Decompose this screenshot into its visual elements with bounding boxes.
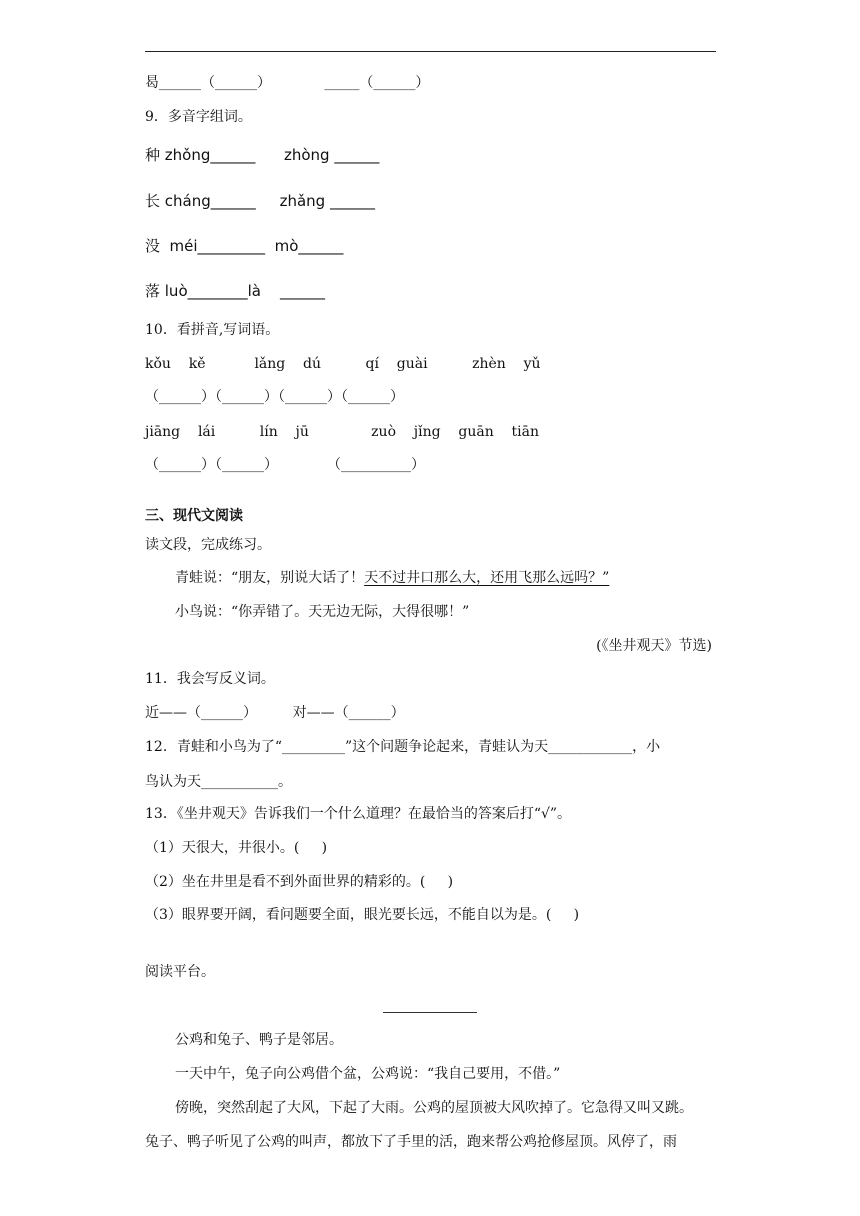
story-paragraph-1: 公鸡和兔子、鸭子是邻居。 [175, 1032, 343, 1048]
frog-quote-underlined: 天不过井口那么大，还用飞那么远吗？” [364, 570, 610, 586]
frog-quote [175, 569, 609, 587]
q10-pinyin-row-2: jiāng lái lín jū zuò jǐng guān tiān [145, 424, 540, 440]
story-paragraph-3a: 傍晚，突然刮起了大风，下起了大雨。公鸡的屋顶被大风吹掉了。它急得又叫又跳。 [175, 1100, 693, 1116]
story-title-blank [0, 998, 860, 1018]
q13-option-3: （3）眼界要开阔，看问题要全面，眼光要长远，不能自以为是。( ) [145, 907, 580, 923]
q13-option-1: （1）天很大，井很小。( ) [145, 840, 328, 856]
q11-answer-line: 近——（______） 对——（______） [145, 705, 405, 721]
q10-pinyin-row-1: kǒu kě lǎng dú qí guài zhèn yǔ [145, 356, 541, 372]
q12-line-1: 12．青蛙和小鸟为了“_________”这个问题争论起来，青蛙认为天____________，小 [145, 739, 661, 755]
bird-quote: 小鸟说：“你弄错了。天无边无际，大得很哪！” [175, 604, 470, 620]
reading-title: 阅读平台。 [145, 964, 215, 980]
story-paragraph-3b: 兔子、鸭子听见了公鸡的叫声，都放下了手里的活，跑来帮公鸡抢修屋顶。风停了，雨 [145, 1134, 677, 1150]
header-rule [145, 51, 716, 52]
q9-row-mei: 没 méi_________ mò______ [145, 237, 344, 255]
q9-title: 9．多音字组词。 [145, 109, 252, 125]
q10-title: 10．看拼音,写词语。 [145, 322, 280, 338]
q13-option-2: （2）坐在井里是看不到外面世界的精彩的。( ) [145, 874, 454, 890]
section-instruction: 读文段，完成练习。 [145, 537, 271, 553]
q13-title: 13．《坐井观天》告诉我们一个什么道理？在最恰当的答案后打“√”。 [145, 806, 572, 822]
q12-line-2: 鸟认为天___________。 [145, 774, 292, 790]
q11-title: 11．我会写反义词。 [145, 671, 275, 687]
q9-row-zhong: 种 zhǒng______ zhòng ______ [145, 146, 380, 164]
top-fill-line: 曷______（______） _____（______） [145, 75, 430, 91]
title-blank-line [383, 998, 477, 1013]
q9-row-chang: 长 cháng______ zhǎng ______ [145, 192, 375, 210]
frog-quote-prefix: 青蛙说：“朋友，别说大话了！ [175, 570, 365, 586]
q9-row-luo: 落 luò________là ______ [145, 282, 326, 300]
passage-source: (《坐井观天》节选) [596, 638, 712, 654]
story-paragraph-2: 一天中午，兔子向公鸡借个盆，公鸡说：“我自己要用，不借。” [175, 1066, 561, 1082]
q10-blanks-row-1: （______）（______）（______）（______） [145, 389, 404, 405]
section-heading: 三、现代文阅读 [145, 508, 243, 524]
q10-blanks-row-2: （______）（______） （__________） [145, 457, 425, 473]
